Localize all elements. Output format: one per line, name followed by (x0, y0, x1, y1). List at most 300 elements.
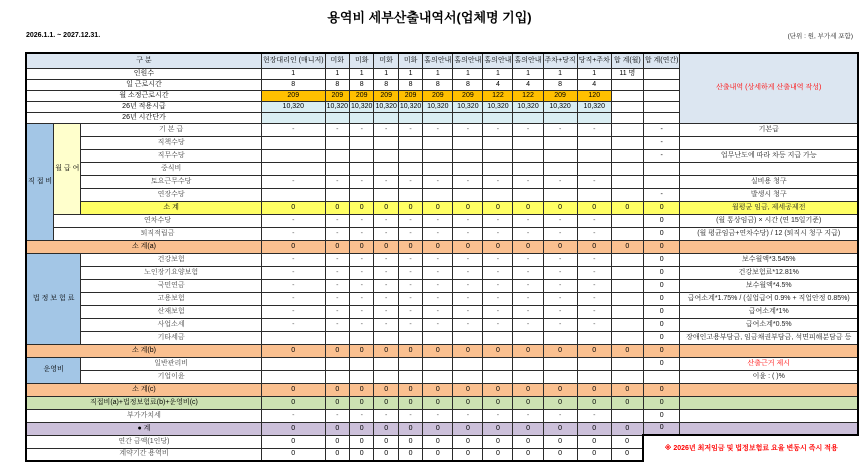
cell-r20-c9[interactable]: 0 (543, 383, 577, 396)
cell-r17-c2[interactable]: 0 (350, 344, 374, 357)
cell-r10-c10[interactable]: - (577, 253, 611, 266)
info-cell-r4-c8[interactable] (513, 112, 543, 123)
info-month-total-1[interactable] (611, 79, 643, 90)
cell-r9-c6[interactable]: 0 (453, 240, 483, 253)
note-5[interactable]: 발생시 청구 (680, 188, 858, 201)
month-total-21[interactable]: 0 (611, 396, 643, 409)
cell-r0-c9[interactable]: - (543, 123, 577, 136)
cell-r18-c7[interactable] (483, 357, 513, 370)
cell-r21-c2[interactable]: 0 (350, 396, 374, 409)
cell-r4-c7[interactable]: - (483, 175, 513, 188)
cell-r6-c10[interactable]: 0 (577, 201, 611, 214)
cell-r18-c0[interactable] (261, 357, 325, 370)
info-cell-r0-c6[interactable]: 1 (453, 68, 483, 79)
cell-r9-c10[interactable]: 0 (577, 240, 611, 253)
month-total-3[interactable] (611, 162, 643, 175)
cell-r21-c8[interactable]: 0 (513, 396, 543, 409)
cell-r16-c5[interactable] (423, 331, 453, 344)
note-8[interactable]: (월 평균임금+연차수당) / 12 (퇴직시 청구 지급) (680, 227, 858, 240)
year-total-16[interactable]: 0 (643, 331, 680, 344)
cell-r25-c5[interactable]: 0 (423, 448, 453, 461)
year-total-7[interactable]: 0 (643, 214, 680, 227)
cell-r1-c2[interactable] (350, 136, 374, 149)
cell-r1-c0[interactable] (261, 136, 325, 149)
cell-r14-c9[interactable]: - (543, 305, 577, 318)
cell-r7-c9[interactable]: - (543, 214, 577, 227)
note-18[interactable]: 산출근거 제시 (680, 357, 858, 370)
cell-r0-c0[interactable]: - (261, 123, 325, 136)
note-9[interactable] (680, 240, 858, 253)
cell-r24-c1[interactable]: 0 (325, 435, 349, 448)
info-cell-r3-c6[interactable]: 10,320 (453, 101, 483, 112)
note-0[interactable]: 기본급 (680, 123, 858, 136)
cell-r4-c6[interactable]: - (453, 175, 483, 188)
cell-r18-c5[interactable] (423, 357, 453, 370)
cell-r9-c2[interactable]: 0 (350, 240, 374, 253)
info-cell-r3-c1[interactable]: 10,320 (325, 101, 349, 112)
cell-r11-c0[interactable]: - (261, 266, 325, 279)
info-cell-r4-c1[interactable] (325, 112, 349, 123)
info-cell-r1-c4[interactable]: 8 (398, 79, 422, 90)
cell-r12-c0[interactable]: - (261, 279, 325, 292)
cell-r10-c3[interactable]: - (374, 253, 398, 266)
cell-r18-c2[interactable] (350, 357, 374, 370)
cell-r23-c2[interactable]: 0 (350, 422, 374, 435)
cell-r25-c10[interactable]: 0 (577, 448, 611, 461)
info-cell-r0-c7[interactable]: 1 (483, 68, 513, 79)
info-cell-r1-c2[interactable]: 8 (350, 79, 374, 90)
cell-r0-c4[interactable]: - (398, 123, 422, 136)
cell-r16-c8[interactable] (513, 331, 543, 344)
cell-r24-c10[interactable]: 0 (577, 435, 611, 448)
note-19[interactable]: 이윤 : ( )% (680, 370, 858, 383)
cell-r1-c6[interactable] (453, 136, 483, 149)
cell-r0-c10[interactable]: - (577, 123, 611, 136)
cell-r4-c4[interactable]: - (398, 175, 422, 188)
info-cell-r0-c2[interactable]: 1 (350, 68, 374, 79)
cell-r24-c0[interactable]: 0 (261, 435, 325, 448)
note-14[interactable]: 급여소계*1% (680, 305, 858, 318)
info-month-total-3[interactable] (611, 101, 643, 112)
cell-r16-c7[interactable] (483, 331, 513, 344)
cell-r9-c3[interactable]: 0 (374, 240, 398, 253)
cell-r20-c5[interactable]: 0 (423, 383, 453, 396)
cell-r5-c8[interactable] (513, 188, 543, 201)
info-cell-r0-c3[interactable]: 1 (374, 68, 398, 79)
month-total-12[interactable] (611, 279, 643, 292)
cell-r15-c1[interactable]: - (325, 318, 349, 331)
month-total-17[interactable]: 0 (611, 344, 643, 357)
cell-r8-c3[interactable]: - (374, 227, 398, 240)
cell-r4-c9[interactable]: - (543, 175, 577, 188)
cell-r3-c9[interactable] (543, 162, 577, 175)
info-month-total-4[interactable] (611, 112, 643, 123)
cell-r25-c3[interactable]: 0 (374, 448, 398, 461)
cell-r6-c7[interactable]: 0 (483, 201, 513, 214)
cell-r0-c7[interactable]: - (483, 123, 513, 136)
cell-r4-c0[interactable]: - (261, 175, 325, 188)
info-cell-r4-c9[interactable] (543, 112, 577, 123)
info-cell-r1-c6[interactable]: 8 (453, 79, 483, 90)
info-cell-r4-c5[interactable] (423, 112, 453, 123)
cell-r15-c4[interactable]: - (398, 318, 422, 331)
cell-r15-c10[interactable]: - (577, 318, 611, 331)
cell-r22-c6[interactable]: - (453, 409, 483, 422)
cell-r5-c6[interactable] (453, 188, 483, 201)
cell-r2-c9[interactable] (543, 149, 577, 162)
month-total-11[interactable] (611, 266, 643, 279)
cell-r4-c1[interactable]: - (325, 175, 349, 188)
info-cell-r3-c5[interactable]: 10,320 (423, 101, 453, 112)
note-21[interactable] (680, 396, 858, 409)
month-total-6[interactable]: 0 (611, 201, 643, 214)
info-cell-r2-c9[interactable]: 209 (543, 90, 577, 101)
year-total-15[interactable]: 0 (643, 318, 680, 331)
month-total-0[interactable] (611, 123, 643, 136)
cell-r22-c7[interactable]: - (483, 409, 513, 422)
cell-r2-c2[interactable] (350, 149, 374, 162)
month-total-19[interactable] (611, 370, 643, 383)
cell-r14-c10[interactable]: - (577, 305, 611, 318)
cell-r15-c9[interactable]: - (543, 318, 577, 331)
cell-r9-c5[interactable]: 0 (423, 240, 453, 253)
info-cell-r3-c3[interactable]: 10,320 (374, 101, 398, 112)
cell-r16-c0[interactable] (261, 331, 325, 344)
note-15[interactable]: 급여소계*0.5% (680, 318, 858, 331)
cell-r19-c6[interactable] (453, 370, 483, 383)
cell-r10-c1[interactable]: - (325, 253, 349, 266)
year-total-18[interactable]: 0 (643, 357, 680, 370)
cell-r23-c7[interactable]: 0 (483, 422, 513, 435)
cell-r3-c10[interactable] (577, 162, 611, 175)
cell-r15-c3[interactable]: - (374, 318, 398, 331)
cell-r3-c4[interactable] (398, 162, 422, 175)
cell-r7-c1[interactable]: - (325, 214, 349, 227)
cell-r1-c8[interactable] (513, 136, 543, 149)
year-total-11[interactable]: 0 (643, 266, 680, 279)
cell-r10-c8[interactable]: - (513, 253, 543, 266)
cell-r23-c6[interactable]: 0 (453, 422, 483, 435)
cell-r18-c1[interactable] (325, 357, 349, 370)
cell-r15-c2[interactable]: - (350, 318, 374, 331)
month-total-10[interactable] (611, 253, 643, 266)
info-cell-r0-c5[interactable]: 1 (423, 68, 453, 79)
cell-r15-c6[interactable]: - (453, 318, 483, 331)
cell-r17-c10[interactable]: 0 (577, 344, 611, 357)
cell-r20-c8[interactable]: 0 (513, 383, 543, 396)
cell-r12-c7[interactable]: - (483, 279, 513, 292)
cell-r19-c8[interactable] (513, 370, 543, 383)
note-7[interactable]: (월 통상임금) × 시간 (연 15일기준) (680, 214, 858, 227)
cell-r13-c5[interactable]: - (423, 292, 453, 305)
cell-r12-c5[interactable]: - (423, 279, 453, 292)
cell-r18-c6[interactable] (453, 357, 483, 370)
cell-r7-c3[interactable]: - (374, 214, 398, 227)
cell-r19-c4[interactable] (398, 370, 422, 383)
month-total-23[interactable]: 0 (611, 422, 643, 435)
cell-r2-c4[interactable] (398, 149, 422, 162)
note-17[interactable] (680, 344, 858, 357)
cell-r9-c1[interactable]: 0 (325, 240, 349, 253)
info-cell-r0-c8[interactable]: 1 (513, 68, 543, 79)
cell-r18-c9[interactable] (543, 357, 577, 370)
cell-r4-c2[interactable]: - (350, 175, 374, 188)
cell-r17-c4[interactable]: 0 (398, 344, 422, 357)
cell-r13-c0[interactable]: - (261, 292, 325, 305)
cell-r9-c7[interactable]: 0 (483, 240, 513, 253)
cell-r8-c5[interactable]: - (423, 227, 453, 240)
note-11[interactable]: 건강보험료*12.81% (680, 266, 858, 279)
note-1[interactable] (680, 136, 858, 149)
cell-r5-c10[interactable] (577, 188, 611, 201)
cell-r0-c5[interactable]: - (423, 123, 453, 136)
cell-r0-c6[interactable]: - (453, 123, 483, 136)
cell-r5-c3[interactable] (374, 188, 398, 201)
info-month-total-0[interactable]: 11 명 (611, 68, 643, 79)
cell-r10-c5[interactable]: - (423, 253, 453, 266)
note-2[interactable]: 업무난도에 따라 차등 지급 가능 (680, 149, 858, 162)
cell-r1-c3[interactable] (374, 136, 398, 149)
month-total-18[interactable] (611, 357, 643, 370)
cell-r12-c8[interactable]: - (513, 279, 543, 292)
cell-r24-c4[interactable]: 0 (398, 435, 422, 448)
cell-r6-c6[interactable]: 0 (453, 201, 483, 214)
cell-r12-c2[interactable]: - (350, 279, 374, 292)
cell-r3-c5[interactable] (423, 162, 453, 175)
info-cell-r1-c8[interactable]: 4 (513, 79, 543, 90)
cell-r5-c7[interactable] (483, 188, 513, 201)
cell-r5-c2[interactable] (350, 188, 374, 201)
note-13[interactable]: 급여소계*1.75% / (실업급여 0.9% + 직업안정 0.85%) (680, 292, 858, 305)
cell-r12-c6[interactable]: - (453, 279, 483, 292)
info-year-total-4[interactable] (643, 112, 680, 123)
year-total-6[interactable]: 0 (643, 201, 680, 214)
cell-r18-c10[interactable] (577, 357, 611, 370)
cell-r2-c7[interactable] (483, 149, 513, 162)
year-total-19[interactable] (643, 370, 680, 383)
info-cell-r2-c5[interactable]: 209 (423, 90, 453, 101)
cell-r6-c3[interactable]: 0 (374, 201, 398, 214)
cell-r14-c1[interactable]: - (325, 305, 349, 318)
cell-r17-c5[interactable]: 0 (423, 344, 453, 357)
cell-r13-c2[interactable]: - (350, 292, 374, 305)
cell-r9-c8[interactable]: 0 (513, 240, 543, 253)
cell-r3-c3[interactable] (374, 162, 398, 175)
cell-r22-c2[interactable]: - (350, 409, 374, 422)
cell-r3-c1[interactable] (325, 162, 349, 175)
cell-r14-c6[interactable]: - (453, 305, 483, 318)
year-total-9[interactable]: 0 (643, 240, 680, 253)
info-year-total-0[interactable] (643, 68, 680, 79)
month-total-24[interactable]: 0 (611, 435, 643, 448)
cell-r0-c1[interactable]: - (325, 123, 349, 136)
cell-r16-c10[interactable] (577, 331, 611, 344)
year-total-4[interactable] (643, 175, 680, 188)
cell-r19-c3[interactable] (374, 370, 398, 383)
info-cell-r1-c0[interactable]: 8 (261, 79, 325, 90)
year-total-23[interactable]: 0 (643, 422, 680, 435)
cell-r21-c4[interactable]: 0 (398, 396, 422, 409)
cell-r3-c8[interactable] (513, 162, 543, 175)
cell-r11-c6[interactable]: - (453, 266, 483, 279)
month-total-1[interactable] (611, 136, 643, 149)
cell-r23-c9[interactable]: 0 (543, 422, 577, 435)
info-cell-r0-c10[interactable]: 1 (577, 68, 611, 79)
info-cell-r2-c2[interactable]: 209 (350, 90, 374, 101)
cell-r21-c6[interactable]: 0 (453, 396, 483, 409)
cell-r2-c10[interactable] (577, 149, 611, 162)
cell-r20-c7[interactable]: 0 (483, 383, 513, 396)
info-cell-r2-c8[interactable]: 122 (513, 90, 543, 101)
cell-r22-c0[interactable]: - (261, 409, 325, 422)
cell-r1-c5[interactable] (423, 136, 453, 149)
cell-r1-c4[interactable] (398, 136, 422, 149)
cell-r5-c0[interactable] (261, 188, 325, 201)
info-cell-r3-c2[interactable]: 10,320 (350, 101, 374, 112)
year-total-12[interactable]: 0 (643, 279, 680, 292)
cell-r16-c3[interactable] (374, 331, 398, 344)
cell-r21-c0[interactable]: 0 (261, 396, 325, 409)
cell-r22-c5[interactable]: - (423, 409, 453, 422)
cell-r7-c4[interactable]: - (398, 214, 422, 227)
cell-r15-c8[interactable]: - (513, 318, 543, 331)
cell-r14-c2[interactable]: - (350, 305, 374, 318)
cell-r8-c0[interactable]: - (261, 227, 325, 240)
cell-r1-c9[interactable] (543, 136, 577, 149)
year-total-5[interactable]: - (643, 188, 680, 201)
cell-r23-c10[interactable]: 0 (577, 422, 611, 435)
cell-r8-c2[interactable]: - (350, 227, 374, 240)
cell-r11-c5[interactable]: - (423, 266, 453, 279)
cell-r2-c3[interactable] (374, 149, 398, 162)
info-cell-r4-c6[interactable] (453, 112, 483, 123)
cell-r16-c1[interactable] (325, 331, 349, 344)
cell-r10-c7[interactable]: - (483, 253, 513, 266)
cell-r6-c1[interactable]: 0 (325, 201, 349, 214)
cell-r6-c5[interactable]: 0 (423, 201, 453, 214)
note-16[interactable]: 장애인고용부담금, 임금채권부담금, 석면피해분담금 등 (680, 331, 858, 344)
month-total-20[interactable]: 0 (611, 383, 643, 396)
cell-r2-c8[interactable] (513, 149, 543, 162)
info-cell-r2-c0[interactable]: 209 (261, 90, 325, 101)
cell-r13-c4[interactable]: - (398, 292, 422, 305)
month-total-4[interactable] (611, 175, 643, 188)
info-cell-r0-c0[interactable]: 1 (261, 68, 325, 79)
year-total-13[interactable]: 0 (643, 292, 680, 305)
cell-r4-c10[interactable]: - (577, 175, 611, 188)
note-6[interactable]: 월평균 임금, 제세공제전 (680, 201, 858, 214)
year-total-8[interactable]: 0 (643, 227, 680, 240)
year-total-2[interactable]: - (643, 149, 680, 162)
cell-r8-c4[interactable]: - (398, 227, 422, 240)
cell-r16-c6[interactable] (453, 331, 483, 344)
cell-r3-c7[interactable] (483, 162, 513, 175)
cell-r14-c3[interactable]: - (374, 305, 398, 318)
cell-r22-c10[interactable]: - (577, 409, 611, 422)
info-cell-r0-c1[interactable]: 1 (325, 68, 349, 79)
info-cell-r2-c10[interactable]: 120 (577, 90, 611, 101)
cell-r13-c8[interactable]: - (513, 292, 543, 305)
cell-r23-c0[interactable]: 0 (261, 422, 325, 435)
cell-r18-c8[interactable] (513, 357, 543, 370)
cell-r0-c2[interactable]: - (350, 123, 374, 136)
info-cell-r3-c0[interactable]: 10,320 (261, 101, 325, 112)
cell-r12-c4[interactable]: - (398, 279, 422, 292)
info-cell-r1-c3[interactable]: 8 (374, 79, 398, 90)
info-cell-r1-c7[interactable]: 4 (483, 79, 513, 90)
cell-r8-c7[interactable]: - (483, 227, 513, 240)
note-4[interactable]: 실비용 청구 (680, 175, 858, 188)
info-cell-r1-c10[interactable]: 4 (577, 79, 611, 90)
cell-r2-c0[interactable] (261, 149, 325, 162)
cell-r3-c6[interactable] (453, 162, 483, 175)
month-total-16[interactable] (611, 331, 643, 344)
cell-r1-c1[interactable] (325, 136, 349, 149)
cell-r25-c6[interactable]: 0 (453, 448, 483, 461)
info-cell-r3-c7[interactable]: 10,320 (483, 101, 513, 112)
month-total-5[interactable] (611, 188, 643, 201)
cell-r7-c10[interactable]: - (577, 214, 611, 227)
info-cell-r3-c4[interactable]: 10,320 (398, 101, 422, 112)
cell-r25-c2[interactable]: 0 (350, 448, 374, 461)
cell-r19-c2[interactable] (350, 370, 374, 383)
cell-r24-c7[interactable]: 0 (483, 435, 513, 448)
month-total-25[interactable]: 0 (611, 448, 643, 461)
note-20[interactable] (680, 383, 858, 396)
year-total-21[interactable]: 0 (643, 396, 680, 409)
cell-r11-c4[interactable]: - (398, 266, 422, 279)
cell-r11-c8[interactable]: - (513, 266, 543, 279)
info-cell-r0-c4[interactable]: 1 (398, 68, 422, 79)
cell-r8-c9[interactable]: - (543, 227, 577, 240)
info-cell-r2-c6[interactable]: 209 (453, 90, 483, 101)
cell-r13-c7[interactable]: - (483, 292, 513, 305)
cell-r15-c0[interactable]: - (261, 318, 325, 331)
info-cell-r3-c9[interactable]: 10,320 (543, 101, 577, 112)
cell-r4-c3[interactable]: - (374, 175, 398, 188)
cell-r12-c3[interactable]: - (374, 279, 398, 292)
cell-r21-c7[interactable]: 0 (483, 396, 513, 409)
info-cell-r4-c0[interactable] (261, 112, 325, 123)
cell-r10-c9[interactable]: - (543, 253, 577, 266)
cell-r24-c8[interactable]: 0 (513, 435, 543, 448)
cell-r21-c1[interactable]: 0 (325, 396, 349, 409)
info-year-total-3[interactable] (643, 101, 680, 112)
cell-r24-c9[interactable]: 0 (543, 435, 577, 448)
info-cell-r4-c3[interactable] (374, 112, 398, 123)
cell-r23-c8[interactable]: 0 (513, 422, 543, 435)
cell-r20-c4[interactable]: 0 (398, 383, 422, 396)
cell-r19-c5[interactable] (423, 370, 453, 383)
cell-r17-c9[interactable]: 0 (543, 344, 577, 357)
note-23[interactable] (680, 422, 858, 435)
cell-r24-c5[interactable]: 0 (423, 435, 453, 448)
cell-r19-c10[interactable] (577, 370, 611, 383)
month-total-15[interactable] (611, 318, 643, 331)
cell-r0-c8[interactable]: - (513, 123, 543, 136)
info-cell-r3-c8[interactable]: 10,320 (513, 101, 543, 112)
cell-r0-c3[interactable]: - (374, 123, 398, 136)
cell-r14-c7[interactable]: - (483, 305, 513, 318)
cell-r13-c10[interactable]: - (577, 292, 611, 305)
cell-r7-c5[interactable]: - (423, 214, 453, 227)
cell-r25-c4[interactable]: 0 (398, 448, 422, 461)
cell-r19-c9[interactable] (543, 370, 577, 383)
year-total-1[interactable]: - (643, 136, 680, 149)
cell-r14-c4[interactable]: - (398, 305, 422, 318)
cell-r11-c2[interactable]: - (350, 266, 374, 279)
cell-r6-c0[interactable]: 0 (261, 201, 325, 214)
